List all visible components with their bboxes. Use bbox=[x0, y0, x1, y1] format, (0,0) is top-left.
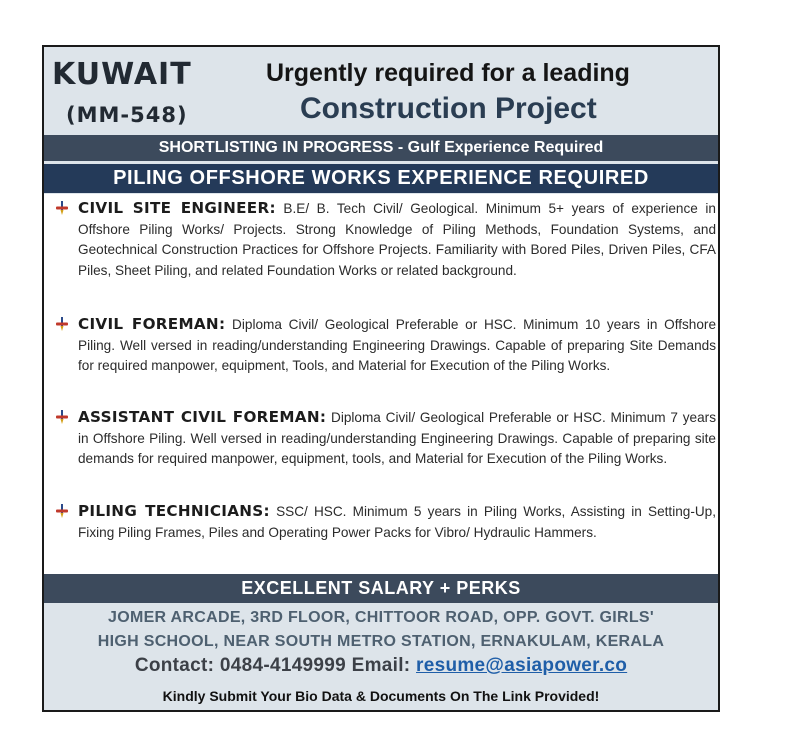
position-title: ASSISTANT CIVIL FOREMAN: bbox=[78, 408, 327, 426]
position-item bbox=[52, 314, 716, 377]
position-title: CIVIL SITE ENGINEER: bbox=[78, 199, 276, 217]
submission-note: Kindly Submit Your Bio Data & Documents On The Link Provided! bbox=[162, 688, 600, 704]
positions-list bbox=[44, 194, 718, 574]
email-label: Email: bbox=[346, 655, 417, 676]
pushpin-icon bbox=[54, 409, 70, 425]
office-address bbox=[44, 606, 718, 654]
position-description: B.E/ B. Tech Civil/ Geological. Minimum 5+ years of experience in Offshore Piling Works/ Projects. Strong Knowledge of Piling Methods, Foundation Systems, and Geotechnical Construction Practices for Offshore Projects. Familiarity with Bored Piles, Driven Piles, CFA Piles, Sheet Piling, and related Foundation Works or related background. bbox=[78, 201, 716, 278]
position-item bbox=[52, 407, 716, 470]
salary-banner: EXCELLENT SALARY + PERKS bbox=[44, 574, 718, 603]
position-description: Diploma Civil/ Geological Preferable or HSC. Minimum 7 years in Offshore Piling. Well versed in reading/understanding Engineering Drawings. Capable of preparing site demands for required manpower, equipment, tools, and Material for Execution of the Piling Works. bbox=[78, 410, 716, 467]
reference-code: (MM-548) bbox=[66, 103, 188, 127]
contact-line bbox=[44, 655, 718, 677]
address-line-2: HIGH SCHOOL, NEAR SOUTH METRO STATION, ERNAKULAM, KERALA bbox=[97, 633, 665, 650]
position-description: Diploma Civil/ Geological Preferable or HSC. Minimum 10 years in Offshore Piling. Well versed in reading/understanding Engineering Drawings. Capable of preparing Site Demands for required manpower, equipment, Tools, and Material for Execution of the Piling Works. bbox=[78, 317, 717, 374]
pushpin-icon bbox=[54, 503, 70, 519]
job-advertisement bbox=[42, 45, 720, 712]
address-line-1: JOMER ARCADE, 3RD FLOOR, CHITTOOR ROAD, OPP. GOVT. GIRLS' bbox=[108, 609, 654, 626]
location-title: KUWAIT bbox=[52, 57, 192, 92]
position-item bbox=[52, 501, 716, 543]
headline: Urgently required for a leading bbox=[266, 59, 630, 87]
pushpin-icon bbox=[54, 200, 70, 216]
position-item bbox=[52, 198, 716, 281]
phone-number: 0484-4149999 bbox=[219, 655, 347, 676]
email-link[interactable]: resume@asiapower.co bbox=[416, 655, 628, 676]
shortlisting-banner: SHORTLISTING IN PROGRESS - Gulf Experience Required bbox=[44, 135, 718, 161]
project-title: Construction Project bbox=[300, 92, 597, 125]
header bbox=[44, 47, 718, 135]
requirement-banner: PILING OFFSHORE WORKS EXPERIENCE REQUIRED bbox=[44, 164, 718, 193]
position-title: PILING TECHNICIANS: bbox=[78, 502, 270, 520]
position-title: CIVIL FOREMAN: bbox=[78, 315, 226, 333]
contact-label: Contact: bbox=[134, 655, 220, 676]
pushpin-icon bbox=[54, 316, 70, 332]
position-description: SSC/ HSC. Minimum 5 years in Piling Works, Assisting in Setting-Up, Fixing Piling Frames, Piles and Operating Power Packs for Vibro/ Hydraulic Hammers. bbox=[78, 504, 717, 540]
